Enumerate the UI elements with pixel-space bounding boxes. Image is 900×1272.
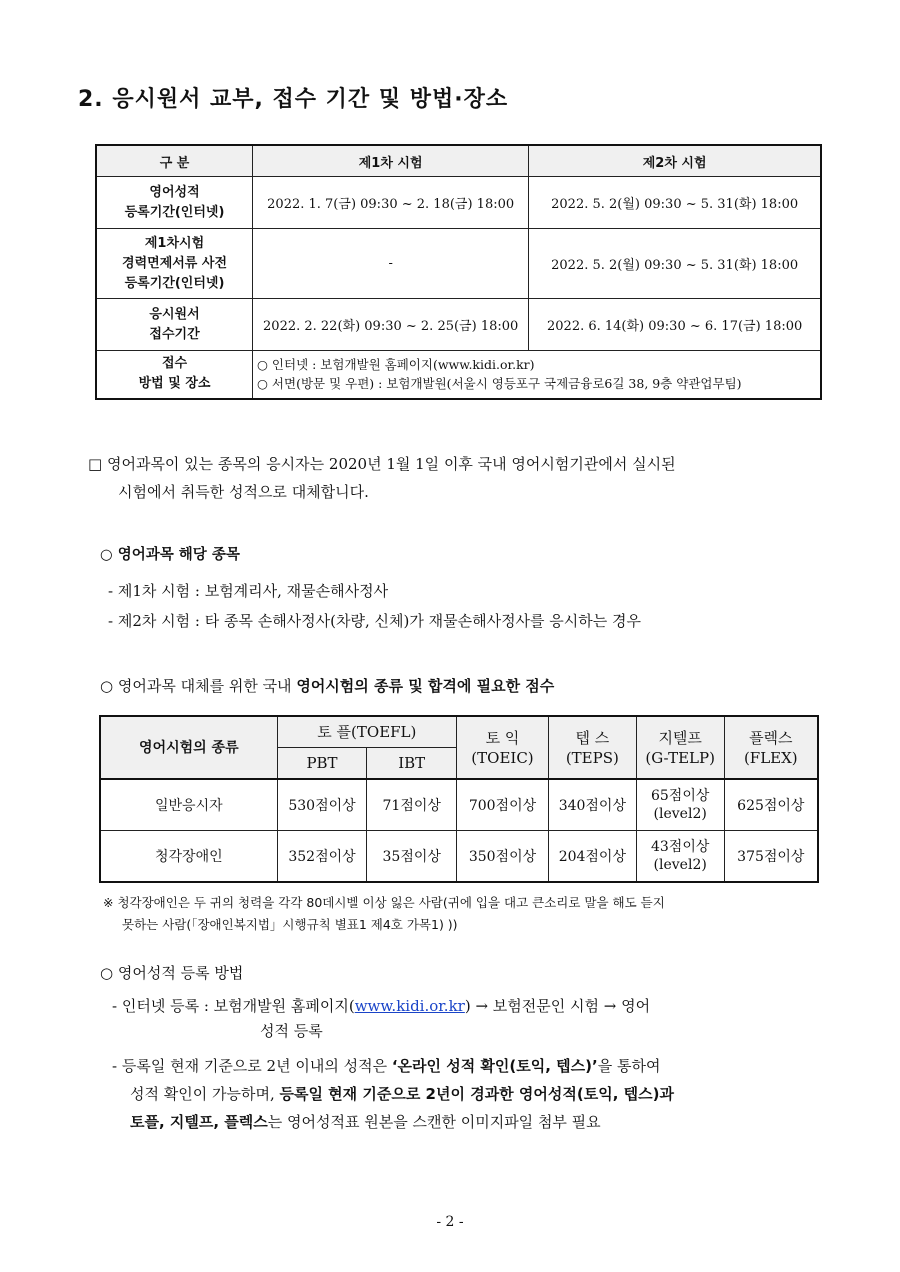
note-bold: 토플, 지텔프, 플렉스	[130, 1113, 268, 1131]
header-line: (FLEX)	[743, 748, 798, 767]
row-label-line: 접수기간	[149, 326, 200, 342]
table-row	[96, 229, 821, 299]
note-text: 는 영어성적표 원본을 스캔한 이미지파일 첨부 필요	[267, 1113, 601, 1131]
header-line: 플렉스	[749, 728, 793, 747]
subjects-item-2: - 제2차 시험 : 타 종목 손해사정사(차량, 신체)가 재물손해사정사를 응시하는 경우	[108, 612, 642, 630]
teps-score: 340점이상	[548, 779, 636, 831]
header-line: (TOEIC)	[471, 748, 534, 767]
exam-kind: 청각장애인	[100, 831, 277, 883]
subjects-heading: ○ 영어과목 해당 종목	[100, 547, 240, 563]
first-exam-period: 2022. 1. 7(금) 09:30 ~ 2. 18(금) 18:00	[253, 177, 529, 229]
note-text: 을 통하여	[597, 1057, 661, 1075]
pbt-score: 530점이상	[277, 779, 367, 831]
toeic-score: 700점이상	[457, 779, 549, 831]
header-pbt: PBT	[277, 747, 367, 779]
gtelp-score-line: 65점이상	[650, 788, 710, 804]
header-flex	[724, 716, 818, 779]
footnote-line-2: 못하는 사람(「장애인복지법」시행규칙 별표1 제4호 가목1) ))	[122, 917, 458, 932]
row-label	[96, 229, 253, 299]
header-second-exam: 제2차 시험	[529, 145, 821, 177]
note-text: - 등록일 현재 기준으로 2년 이내의 성적은	[112, 1057, 392, 1075]
row-label-line: 등록기간(인터넷)	[124, 275, 225, 291]
gtelp-score-line: (level2)	[653, 806, 707, 822]
second-exam-period: 2022. 5. 2(월) 09:30 ~ 5. 31(화) 18:00	[529, 177, 821, 229]
header-toefl: 토 플(TOEFL)	[277, 716, 456, 747]
registration-internet-line-2: 성적 등록	[260, 1022, 323, 1040]
pbt-score: 352점이상	[277, 831, 367, 883]
header-gtelp	[636, 716, 724, 779]
score-table	[99, 715, 819, 883]
row-label	[96, 299, 253, 351]
registration-internet-prefix: - 인터넷 등록 : 보험개발원 홈페이지(	[112, 997, 355, 1015]
exam-kind: 일반응시자	[100, 779, 277, 831]
subjects-item-1: - 제1차 시험 : 보험계리사, 재물손해사정사	[108, 582, 389, 600]
header-ibt: IBT	[367, 747, 457, 779]
header-first-exam: 제1차 시험	[253, 145, 529, 177]
row-label	[96, 351, 253, 399]
gtelp-score	[636, 779, 724, 831]
first-exam-period: -	[253, 229, 529, 299]
registration-note	[112, 1052, 832, 1136]
ibt-score: 35점이상	[367, 831, 457, 883]
table-row	[100, 779, 818, 831]
notice-line-1	[88, 450, 676, 478]
notice-line-2: 시험에서 취득한 성적으로 대체합니다.	[118, 483, 369, 501]
table-row	[100, 831, 818, 883]
note-text: 성적 확인이 가능하며,	[130, 1085, 280, 1103]
gtelp-score-line: 43점이상	[650, 839, 710, 855]
row-label-line: 제1차시험	[144, 235, 205, 251]
page-number: - 2 -	[436, 1214, 464, 1230]
footnote-line-1: ※ 청각장애인은 두 귀의 청력을 각각 80데시벨 이상 잃은 사람(귀에 입을 대고 큰소리로 말을 해도 듣지	[103, 895, 665, 910]
scores-heading-prefix: ○ 영어과목 대체를 위한 국내	[100, 677, 297, 695]
header-teps	[548, 716, 636, 779]
second-exam-period: 2022. 5. 2(월) 09:30 ~ 5. 31(화) 18:00	[529, 229, 821, 299]
note-bold: 등록일 현재 기준으로 2년이 경과한 영어성적(토익, 텝스)과	[279, 1085, 674, 1103]
teps-score: 204점이상	[548, 831, 636, 883]
checkbox-icon: □	[88, 455, 103, 473]
method-internet: ○ 인터넷 : 보험개발원 홈페이지(www.kidi.or.kr)	[257, 357, 535, 373]
note-bold: ‘온라인 성적 확인(토익, 텝스)’	[391, 1057, 598, 1075]
table-row	[96, 351, 821, 399]
toeic-score: 350점이상	[457, 831, 549, 883]
registration-internet	[112, 992, 650, 1020]
header-category: 구 분	[96, 145, 253, 177]
row-label-line: 접수	[161, 356, 188, 372]
section-title: 2. 응시원서 교부, 접수 기간 및 방법·장소	[78, 87, 509, 112]
first-exam-period: 2022. 2. 22(화) 09:30 ~ 2. 25(금) 18:00	[253, 299, 529, 351]
flex-score: 625점이상	[724, 779, 818, 831]
second-exam-period: 2022. 6. 14(화) 09:30 ~ 6. 17(금) 18:00	[529, 299, 821, 351]
score-header-row	[100, 716, 818, 747]
registration-note-line	[112, 1052, 832, 1080]
kidi-website-link[interactable]: www.kidi.or.kr	[354, 997, 465, 1015]
registration-internet-suffix: ) → 보험전문인 시험 → 영어	[464, 997, 651, 1015]
schedule-header-row	[96, 145, 821, 177]
table-row	[96, 177, 821, 229]
flex-score: 375점이상	[724, 831, 818, 883]
row-label-line: 방법 및 장소	[138, 376, 211, 392]
submission-method	[253, 351, 821, 399]
table-row	[96, 299, 821, 351]
registration-note-line	[112, 1108, 832, 1136]
header-line: (TEPS)	[565, 748, 619, 767]
ibt-score: 71점이상	[367, 779, 457, 831]
gtelp-score	[636, 831, 724, 883]
scores-heading-bold: 영어시험의 종류 및 합격에 필요한 점수	[296, 677, 555, 695]
header-line: 지텔프	[658, 728, 702, 747]
registration-heading: ○ 영어성적 등록 방법	[100, 964, 244, 982]
header-exam-kind: 영어시험의 종류	[100, 716, 277, 779]
header-line: 토 익	[485, 728, 520, 747]
method-paper: ○ 서면(방문 및 우편) : 보험개발원(서울시 영등포구 국제금융로6길 38, 9층 약관업무팀)	[257, 376, 742, 392]
gtelp-score-line: (level2)	[653, 857, 707, 873]
notice-text: 영어과목이 있는 종목의 응시자는 2020년 1월 1일 이후 국내 영어시험기관에서 실시된	[106, 455, 676, 473]
row-label-line: 응시원서	[149, 306, 200, 322]
schedule-table	[95, 144, 822, 400]
row-label	[96, 177, 253, 229]
header-line: (G-TELP)	[645, 748, 715, 767]
registration-note-line	[112, 1080, 832, 1108]
header-line: 텝 스	[575, 728, 610, 747]
row-label-line: 영어성적	[149, 184, 200, 200]
header-toeic	[457, 716, 549, 779]
row-label-line: 등록기간(인터넷)	[124, 204, 225, 220]
row-label-line: 경력면제서류 사전	[122, 255, 228, 271]
scores-heading	[100, 672, 554, 700]
